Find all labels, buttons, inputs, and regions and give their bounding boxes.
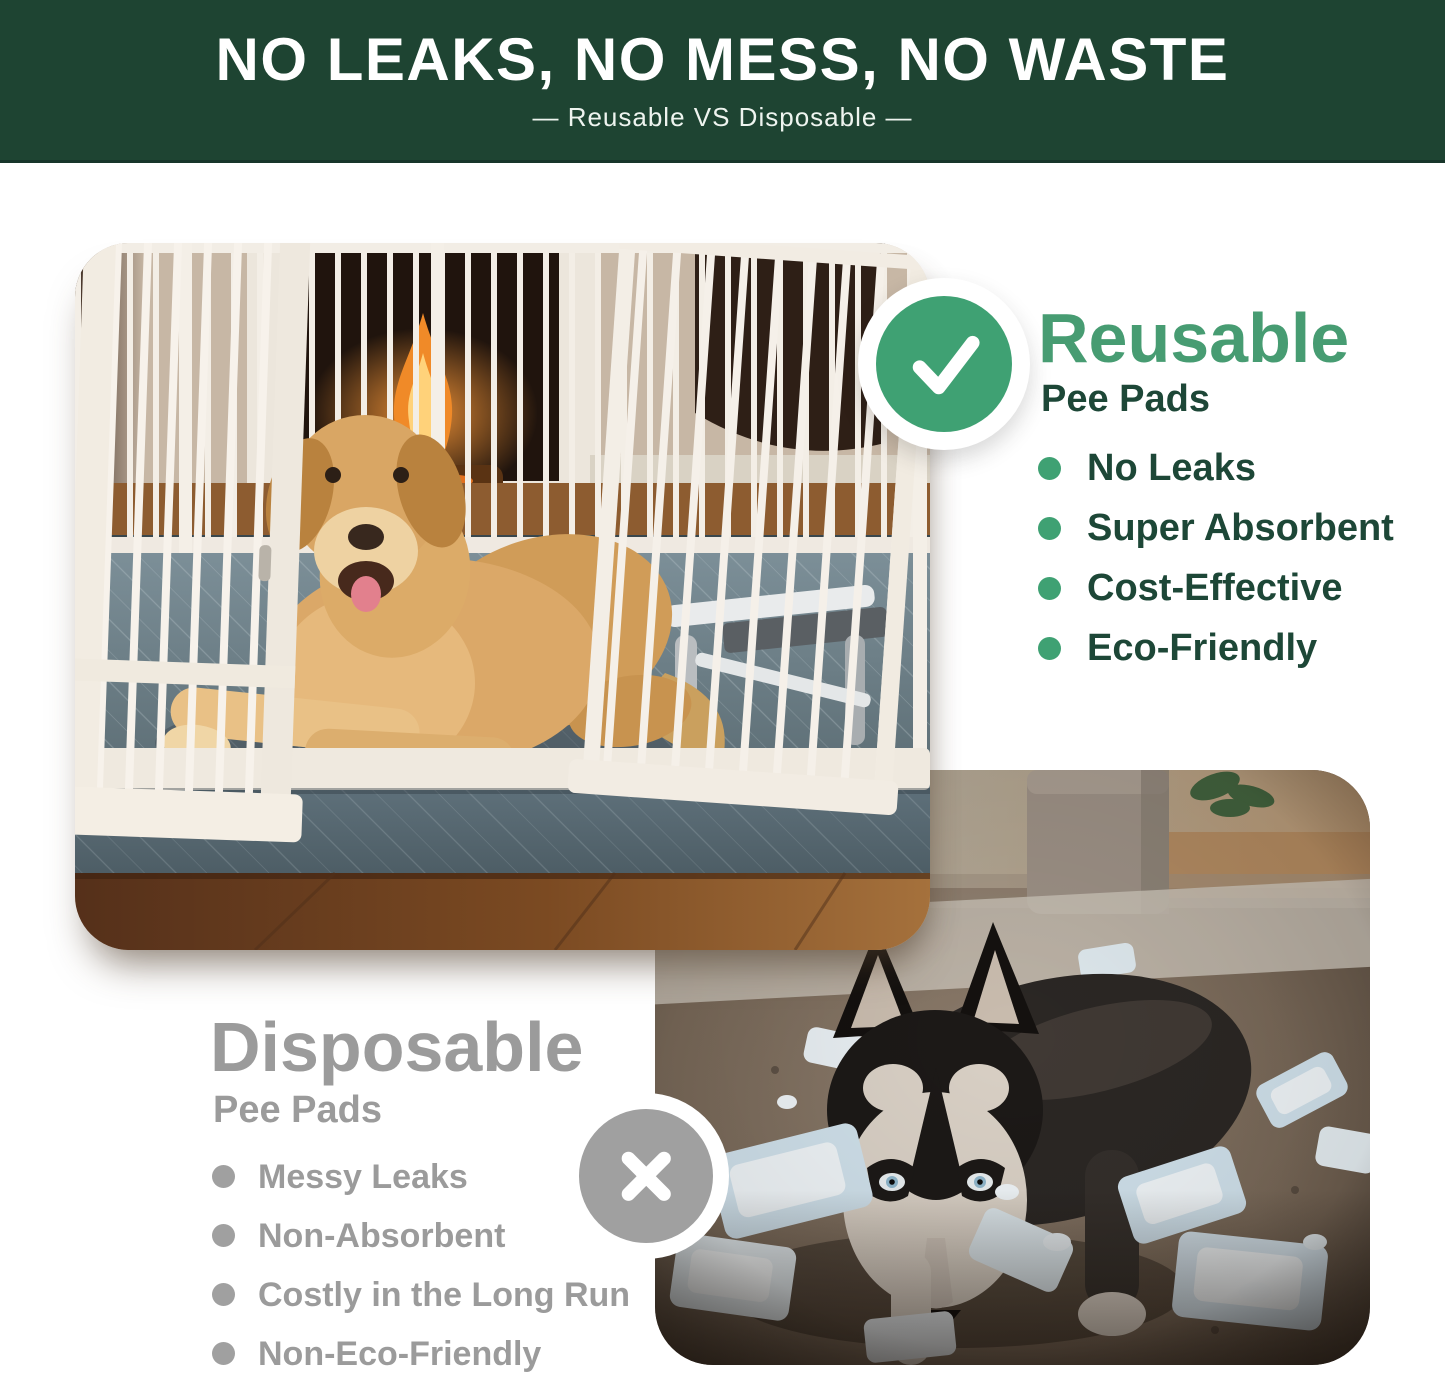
bullet-dot-icon <box>212 1224 235 1247</box>
check-circle <box>876 296 1012 432</box>
disposable-drawbacks-list <box>212 1158 630 1378</box>
disposable-subheading: Pee Pads <box>213 1089 382 1131</box>
bullet-dot-icon <box>212 1283 235 1306</box>
check-icon <box>858 278 1030 450</box>
list-item <box>1038 569 1394 607</box>
reusable-heading: Reusable <box>1038 299 1350 377</box>
golden-retriever-scene <box>75 243 930 950</box>
disposable-heading: Disposable <box>210 1008 584 1086</box>
list-item <box>1038 629 1394 667</box>
benefit-label: Super Absorbent <box>1087 507 1394 549</box>
list-item <box>1038 509 1394 547</box>
pen-door-left <box>75 243 322 843</box>
bullet-dot-icon <box>212 1165 235 1188</box>
benefit-label: Cost-Effective <box>1087 567 1343 609</box>
reusable-subheading: Pee Pads <box>1041 378 1210 420</box>
drawback-label: Non-Absorbent <box>258 1216 506 1255</box>
bullet-dot-icon <box>212 1342 235 1365</box>
bullet-dot-icon <box>1038 457 1061 480</box>
drawback-label: Non-Eco-Friendly <box>258 1334 542 1373</box>
bullet-dot-icon <box>1038 637 1061 660</box>
reusable-photo <box>75 243 930 950</box>
drawback-label: Costly in the Long Run <box>258 1275 631 1314</box>
list-item <box>1038 449 1394 487</box>
reusable-benefits-list <box>1038 449 1394 689</box>
list-item <box>212 1276 630 1313</box>
list-item <box>212 1158 630 1195</box>
bullet-dot-icon <box>1038 577 1061 600</box>
checkmark-glyph <box>891 311 997 417</box>
page-subtitle: — Reusable VS Disposable — <box>532 102 913 132</box>
list-item <box>212 1217 630 1254</box>
drawback-label: Messy Leaks <box>258 1157 468 1196</box>
benefit-label: Eco-Friendly <box>1087 627 1318 669</box>
list-item <box>212 1335 630 1372</box>
header-banner <box>0 0 1445 163</box>
page-title: NO LEAKS, NO MESS, NO WASTE <box>215 26 1230 93</box>
benefit-label: No Leaks <box>1087 447 1256 489</box>
bullet-dot-icon <box>1038 517 1061 540</box>
